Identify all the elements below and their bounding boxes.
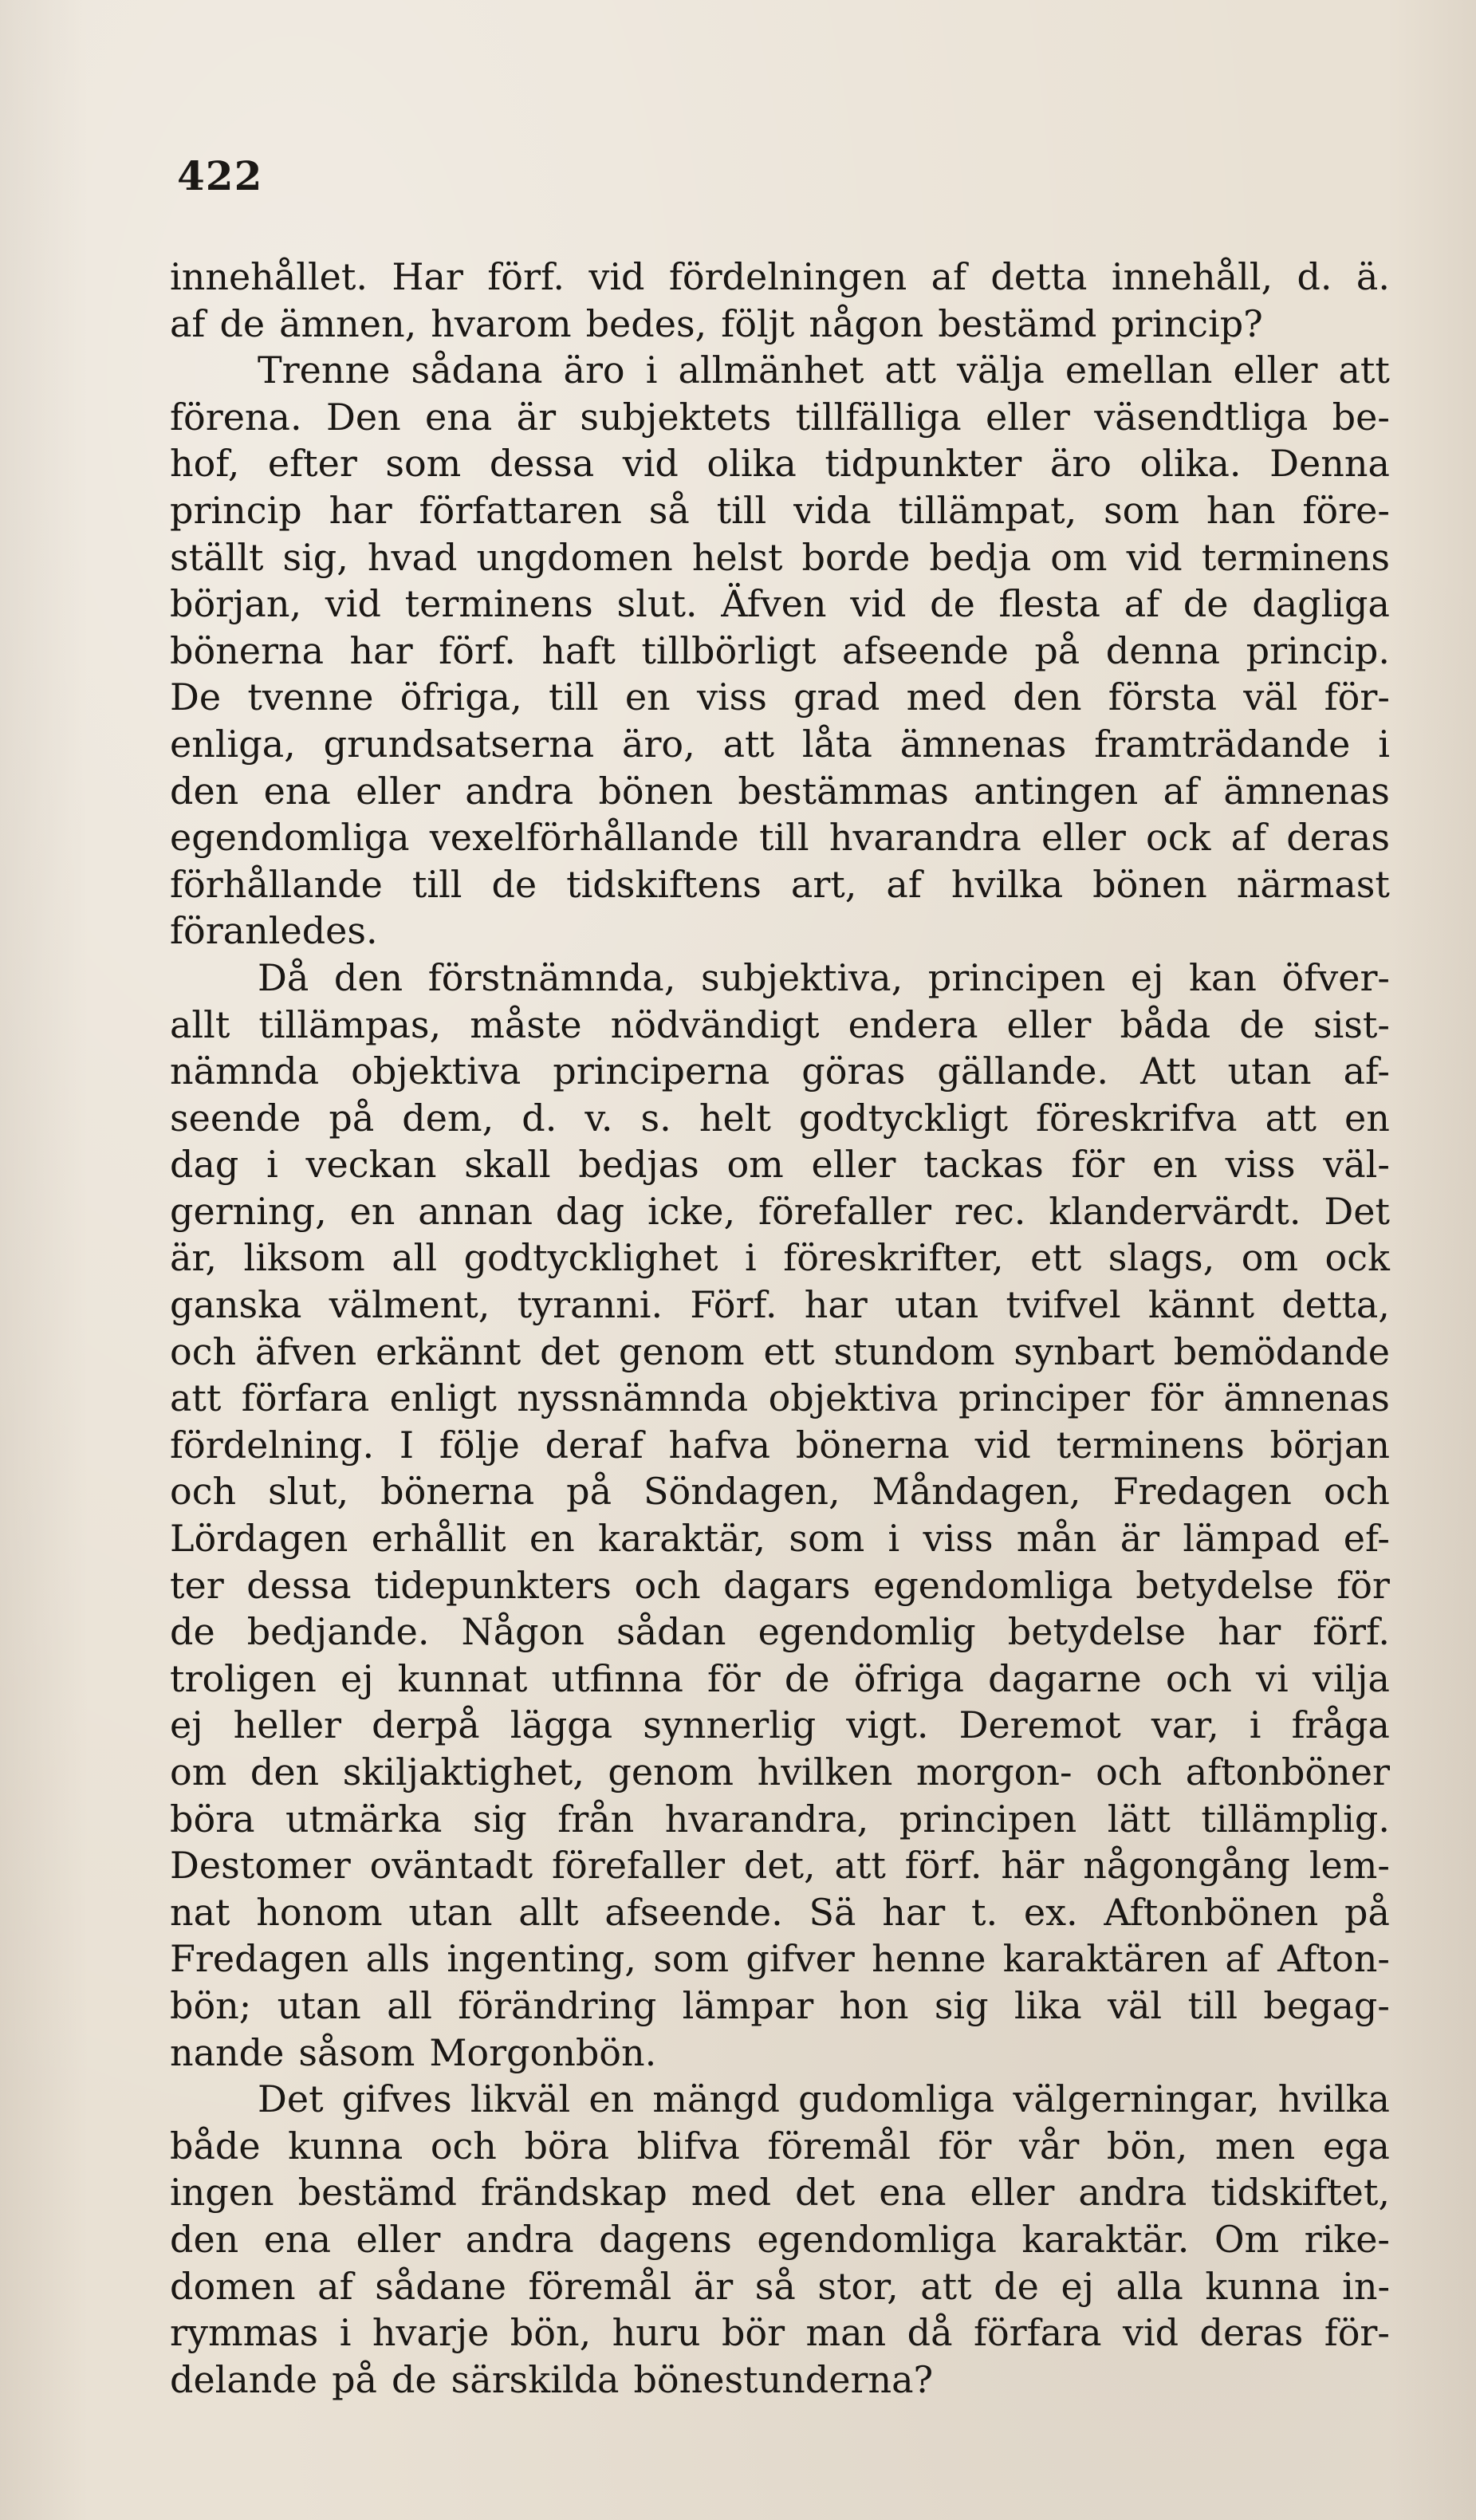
text-line: förhållande till de tidskiftens art, af hvilka bönen närmast <box>170 862 1390 906</box>
text-line: Fredagen alls ingenting, som gifver henne karaktären af Afton- <box>170 1937 1390 1981</box>
text-line: innehållet. Har förf. vid fördelningen af detta innehåll, d. ä. <box>170 255 1390 298</box>
text-line: nämnda objektiva principerna göras gällande. Att utan af- <box>170 1049 1390 1093</box>
text-line: de bedjande. Någon sådan egendomlig betydelse har förf. <box>170 1610 1390 1654</box>
text-line: och slut, bönerna på Söndagen, Måndagen, Fredagen och <box>170 1470 1390 1514</box>
text-line: förena. Den ena är subjektets tillfälliga eller väsendtliga be- <box>170 395 1390 439</box>
text-line: om den skiljaktighet, genom hvilken morgon- och aftonböner <box>170 1750 1390 1794</box>
text-line: bönerna har förf. haft tillbörligt afseende på denna princip. <box>170 628 1390 672</box>
text-line: af de ämnen, hvarom bedes, följt någon bestämd princip? <box>170 301 1263 345</box>
text-line: att förfara enligt nyssnämnda objektiva principer för ämnenas <box>170 1376 1390 1420</box>
text-line: fördelning. I följe deraf hafva bönerna vid terminens början <box>170 1423 1390 1467</box>
text-line: gerning, en annan dag icke, förefaller rec. klandervärdt. Det <box>170 1189 1390 1233</box>
text-line: egendomliga vexelförhållande till hvarandra eller ock af deras <box>170 816 1390 860</box>
body-text <box>170 254 1390 2403</box>
text-line: nande såsom Morgonbön. <box>170 2030 657 2074</box>
text-line: Trenne sådana äro i allmänhet att välja emellan eller att <box>258 348 1390 392</box>
text-line: Destomer oväntadt förefaller det, att förf. här någongång lem- <box>170 1844 1390 1888</box>
page-number: 422 <box>177 152 263 199</box>
text-line: Då den förstnämnda, subjektiva, principen ej kan öfver- <box>258 955 1390 999</box>
text-line: bön; utan all förändring lämpar hon sig lika väl till begag- <box>170 1983 1390 2027</box>
text-line: den ena eller andra bönen bestämmas antingen af ämnenas <box>170 769 1390 813</box>
text-line: ingen bestämd frändskap med det ena eller andra tidskiftet, <box>170 2171 1390 2215</box>
text-line: ej heller derpå lägga synnerlig vigt. Deremot var, i fråga <box>170 1703 1390 1747</box>
text-line: rymmas i hvarje bön, huru bör man då förfara vid deras för- <box>170 2311 1390 2355</box>
text-line: Det gifves likväl en mängd gudomliga välgerningar, hvilka <box>258 2077 1390 2121</box>
text-line: ställt sig, hvad ungdomen helst borde bedja om vid terminens <box>170 535 1390 579</box>
text-line: början, vid terminens slut. Äfven vid de flesta af de dagliga <box>170 582 1390 626</box>
text-line: ganska välment, tyranni. Förf. har utan tvifvel kännt detta, <box>170 1283 1390 1327</box>
text-line: ter dessa tidepunkters och dagars egendomliga betydelse för <box>170 1563 1390 1607</box>
text-line: allt tillämpas, måste nödvändigt endera eller båda de sist- <box>170 1002 1390 1046</box>
text-line: och äfven erkännt det genom ett stundom synbart bemödande <box>170 1329 1390 1373</box>
text-line: delande på de särskilda bönestunderna? <box>170 2357 934 2401</box>
text-line: nat honom utan allt afseende. Sä har t. ex. Aftonbönen på <box>170 1890 1390 1934</box>
text-line: seende på dem, d. v. s. helt godtyckligt föreskrifva att en <box>170 1096 1390 1140</box>
text-line: De tvenne öfriga, till en viss grad med den första väl för- <box>170 675 1390 719</box>
text-line: princip har författaren så till vida tillämpat, som han före- <box>170 488 1390 532</box>
text-line: är, liksom all godtycklighet i föreskrifter, ett slags, om ock <box>170 1236 1390 1280</box>
text-line: enliga, grundsatserna äro, att låta ämnenas framträdande i <box>170 722 1390 766</box>
text-line: Lördagen erhållit en karaktär, som i viss mån är lämpad ef- <box>170 1517 1390 1561</box>
text-line: både kunna och böra blifva föremål för vår bön, men ega <box>170 2124 1390 2168</box>
text-line: dag i veckan skall bedjas om eller tackas för en viss väl- <box>170 1143 1390 1187</box>
text-line: föranledes. <box>170 909 378 953</box>
text-line: hof, efter som dessa vid olika tidpunkter äro olika. Denna <box>170 442 1390 486</box>
text-line: böra utmärka sig från hvarandra, principen lätt tillämplig. <box>170 1797 1390 1841</box>
text-line: den ena eller andra dagens egendomliga karaktär. Om rike- <box>170 2217 1390 2261</box>
text-line: troligen ej kunnat utfinna för de öfriga dagarne och vi vilja <box>170 1656 1390 1700</box>
text-line: domen af sådane föremål är så stor, att de ej alla kunna in- <box>170 2264 1390 2308</box>
